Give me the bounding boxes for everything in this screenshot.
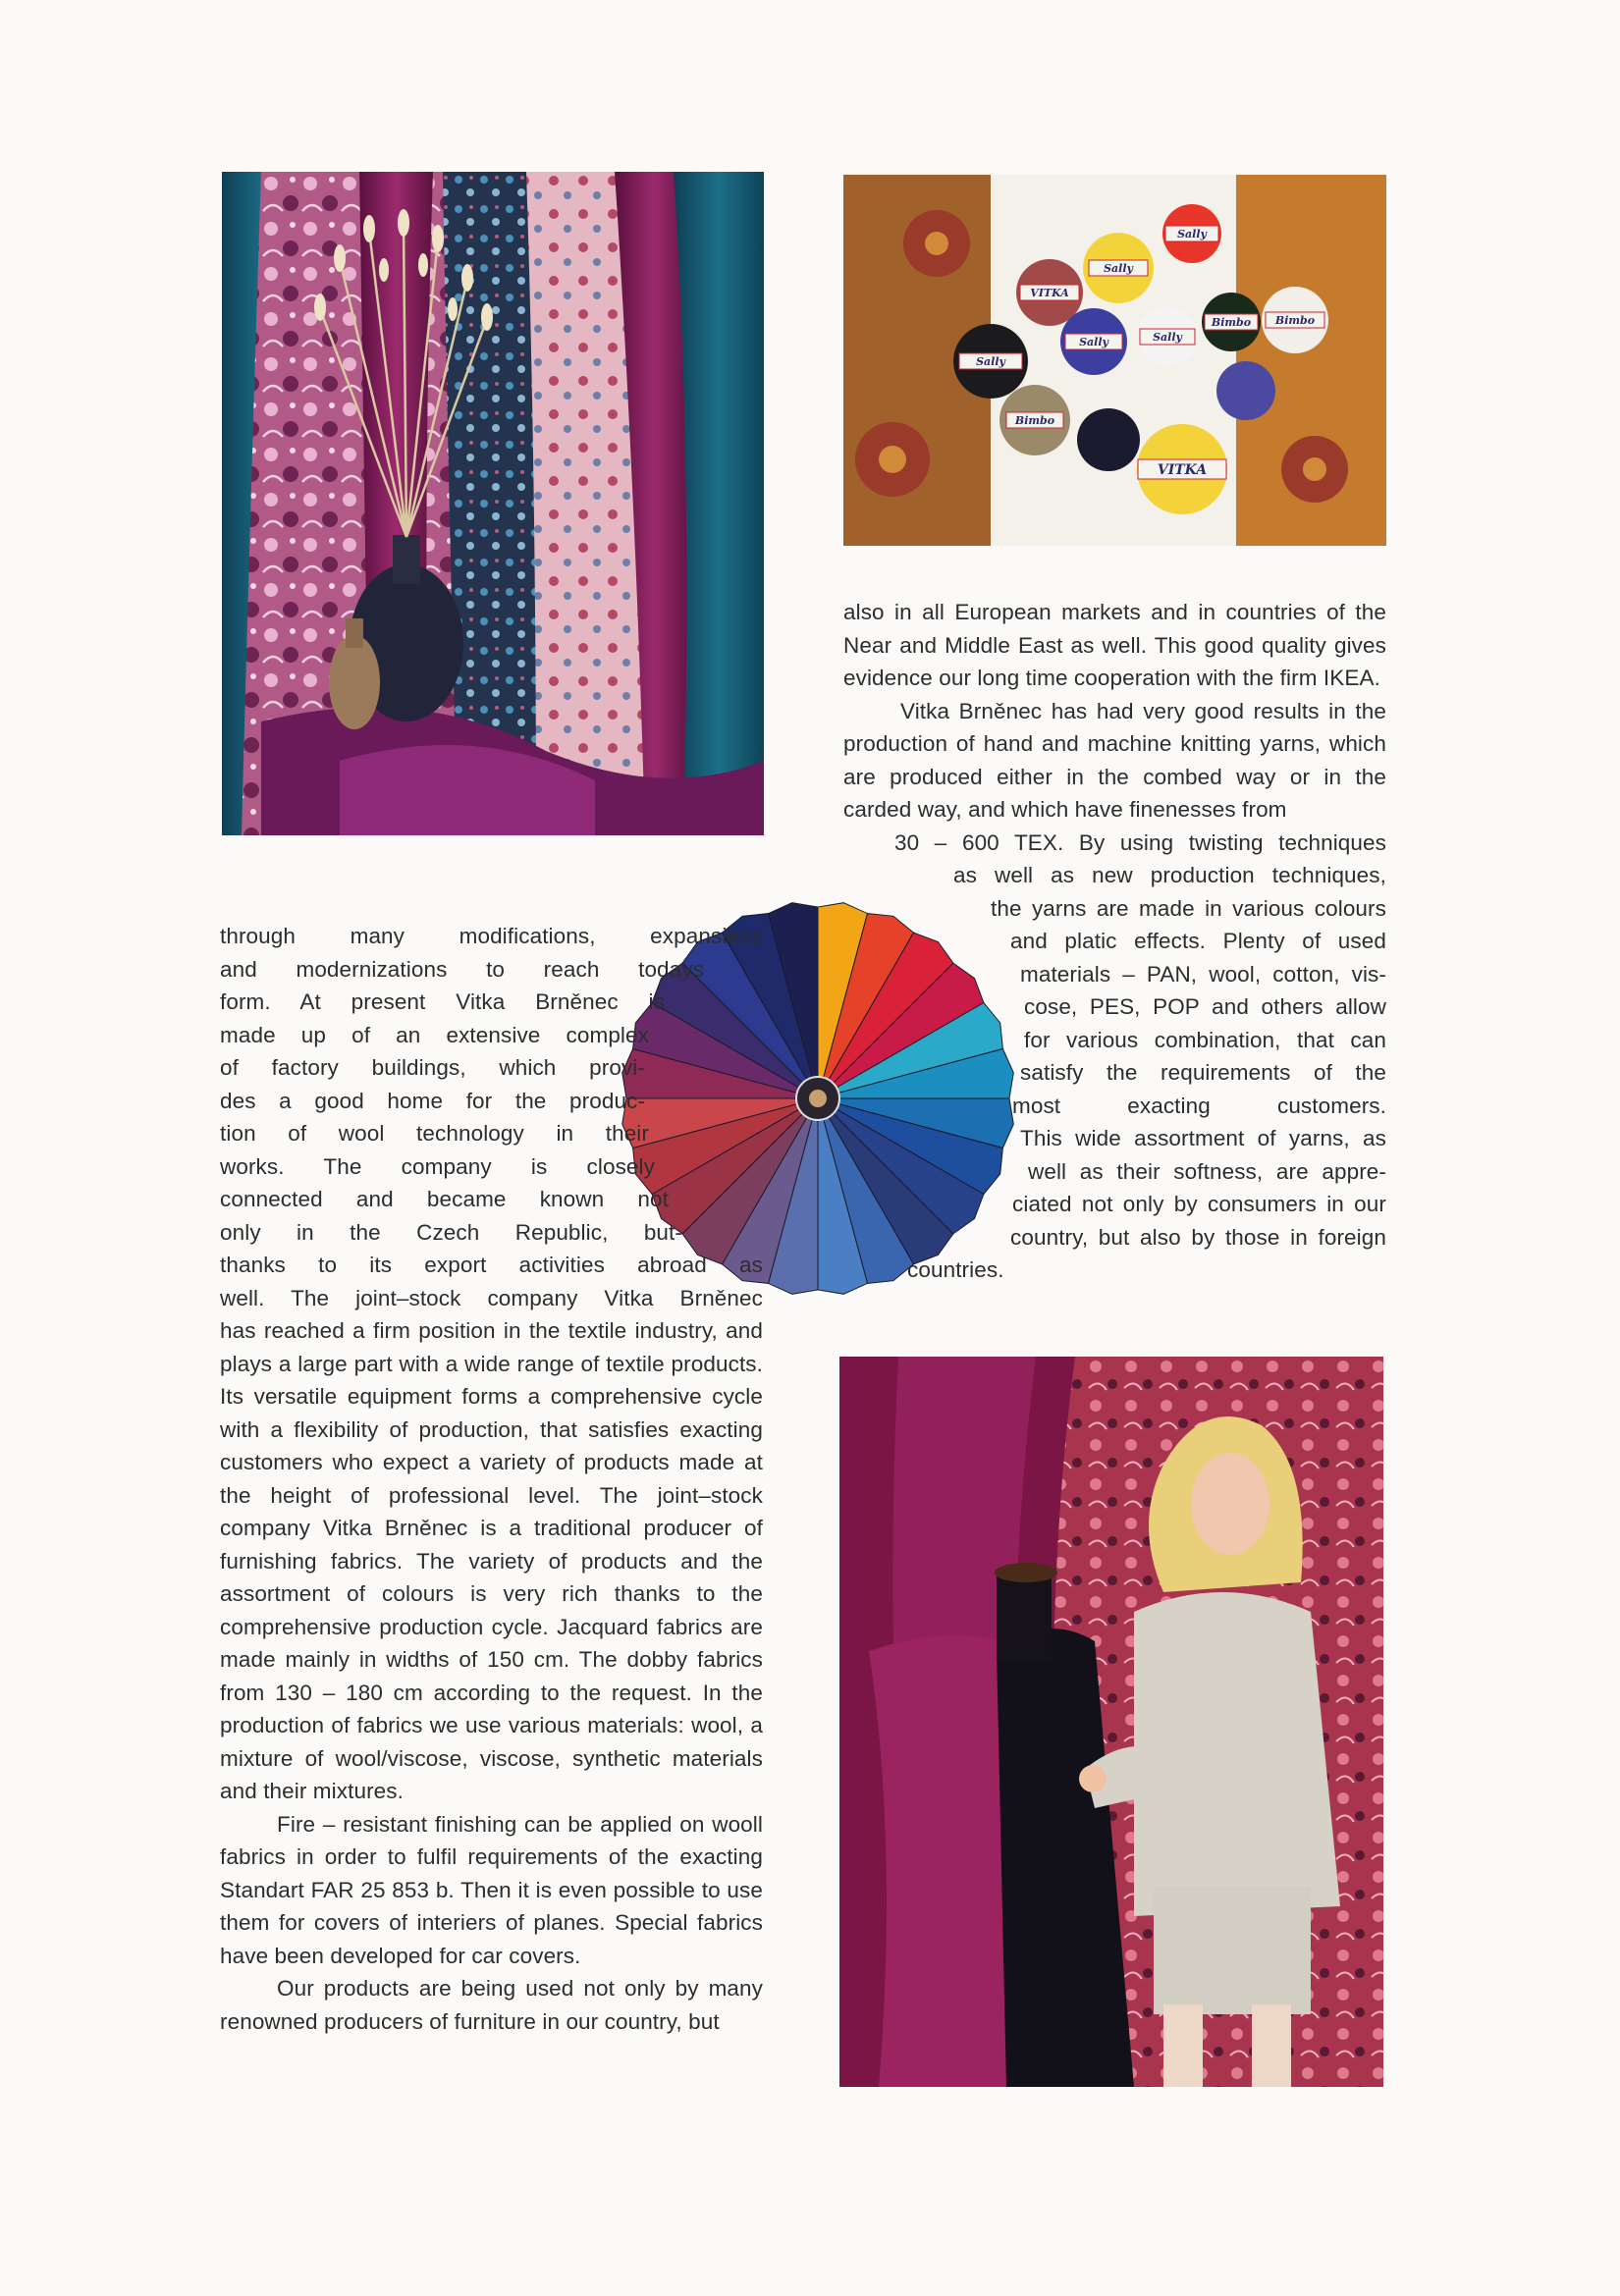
right-wrapped-lines — [843, 827, 1386, 1287]
paragraph: Fire – resistant finishing can be applied on wooll fabrics in order to fulfil requirements of the exacting Standart FAR 25 853 b. Then it is even possible to use them for covers of interiers of planes. Special fabrics have been developed for car covers. — [220, 1811, 763, 1968]
text-line: of factory buildings, which provi- — [220, 1055, 645, 1080]
yarn-label: Bimbo — [1211, 316, 1252, 329]
paragraph: Our products are being used not only by many renowned producers of furniture in our country, but — [220, 1976, 763, 2034]
woman-mannequin-photo — [839, 1357, 1383, 2087]
left-wrapped-lines — [220, 920, 763, 1314]
text-line: works. The company is closely — [220, 1153, 655, 1179]
text-line: well as their softness, are appre- — [1028, 1158, 1386, 1184]
text-line: This wide assortment of yarns, as — [1020, 1126, 1386, 1150]
text-line: and platic effects. Plenty of used — [1010, 929, 1386, 953]
text-line: only in the Czech Republic, but- — [220, 1219, 682, 1245]
left-column-text — [220, 920, 763, 2038]
fabrics-vase-photo — [222, 172, 764, 835]
text-line: and modernizations to reach todays — [220, 956, 704, 982]
text-line: ciated not only by consumers in our — [1012, 1192, 1386, 1216]
yarn-label: Sally — [1153, 331, 1182, 344]
yarn-label: Sally — [1104, 262, 1133, 275]
text-line: form. At present Vitka Brněnec is — [220, 989, 665, 1014]
text-line: through many modifications, expansiens — [220, 924, 763, 948]
text-line: most exacting customers. — [1012, 1093, 1386, 1118]
yarn-balls-photo — [843, 175, 1386, 546]
text-line: cose, PES, POP and others allow — [1024, 994, 1386, 1019]
text-line: thanks to its export activities abroad as — [220, 1253, 763, 1277]
text-line: countries. — [907, 1257, 1004, 1282]
text-line: made up of an extensive complex — [220, 1022, 649, 1047]
text-line: 30 – 600 TEX. By using twisting techniques — [894, 829, 1386, 855]
paragraph: Vitka Brněnec has had very good results in the production of hand and machine knitting yarns, which are produced either in the combed way or in the carded way, and which have finenesses from — [843, 698, 1386, 822]
yarn-label: Sally — [976, 355, 1005, 368]
yarn-label: VITKA — [1030, 287, 1069, 299]
fan-center-ornament — [809, 1090, 827, 1107]
yarn-label: Sally — [1079, 336, 1108, 348]
text-line: well. The joint–stock company Vitka Brněnec — [220, 1285, 763, 1310]
text-line: country, but also by those in foreign — [1010, 1224, 1386, 1250]
text-line: for various combination, that can — [1024, 1027, 1386, 1052]
text-line: the yarns are made in various colours — [991, 895, 1386, 921]
text-line: as well as new production techniques, — [953, 863, 1386, 887]
text-line: tion of wool technology in their — [220, 1121, 649, 1146]
yarn-label: VITKA — [1157, 462, 1208, 478]
text-line: connected and became known not — [220, 1187, 669, 1211]
yarn-label: Sally — [1177, 228, 1207, 240]
paragraph: has reached a firm position in the textile industry, and plays a large part with a wide range of textile products. Its versatile equipment forms a comprehensive cycle with a flexibility of production, that satisfies exacting customers who expect a variety of products made at the height of professional level. The joint–stock company Vitka Brněnec is a traditional producer of furnishing fabrics. The variety of products and the assortment of colours is very rich thanks to the comprehensive production cycle. Jacquard fabrics are made mainly in widths of 150 cm. The dobby fabrics from 130 – 180 cm according to the request. In the production of fabrics we use various materials: wool, a mixture of wool/viscose, viscose, synthetic materials and their mixtures. — [220, 1318, 763, 1803]
text-line: materials – PAN, wool, cotton, vis- — [1020, 961, 1386, 987]
text-line: satisfy the requirements of the — [1020, 1060, 1386, 1085]
yarn-label: Bimbo — [1274, 314, 1316, 327]
yarn-label: Bimbo — [1014, 414, 1055, 427]
paragraph: also in all European markets and in countries of the Near and Middle East as well. This good quality gives evidence our long time cooperation with the firm IKEA. — [843, 600, 1386, 690]
right-column-text — [843, 596, 1386, 1287]
text-line: des a good home for the produc- — [220, 1088, 645, 1113]
